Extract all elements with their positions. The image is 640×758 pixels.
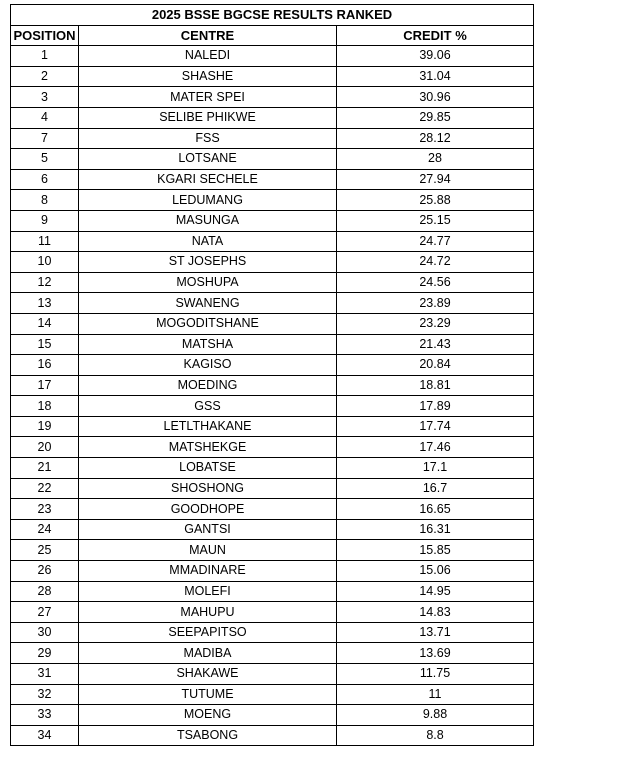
centre-cell: MATSHEKGE [79,437,337,458]
centre-cell: MOENG [79,705,337,726]
centre-cell: MOEDING [79,375,337,396]
position-cell: 28 [11,581,79,602]
credit-cell: 18.81 [337,375,534,396]
credit-cell: 28 [337,149,534,170]
position-cell: 16 [11,355,79,376]
table-row [11,540,534,561]
centre-cell: MAUN [79,540,337,561]
centre-cell: SHASHE [79,66,337,87]
position-cell: 29 [11,643,79,664]
table-row [11,46,534,67]
centre-cell: NATA [79,231,337,252]
credit-cell: 17.74 [337,416,534,437]
position-cell: 15 [11,334,79,355]
table-title: 2025 BSSE BGCSE RESULTS RANKED [11,5,534,26]
position-cell: 19 [11,416,79,437]
table-row [11,149,534,170]
centre-cell: LEDUMANG [79,190,337,211]
centre-header: CENTRE [79,25,337,46]
centre-cell: KAGISO [79,355,337,376]
centre-cell: MOGODITSHANE [79,313,337,334]
centre-cell: TUTUME [79,684,337,705]
centre-cell: NALEDI [79,46,337,67]
position-cell: 3 [11,87,79,108]
centre-cell: MMADINARE [79,561,337,582]
table-row [11,396,534,417]
credit-cell: 24.77 [337,231,534,252]
position-cell: 30 [11,622,79,643]
centre-cell: MOLEFI [79,581,337,602]
table-row [11,499,534,520]
position-cell: 20 [11,437,79,458]
table-row [11,664,534,685]
table-row [11,107,534,128]
table-row [11,252,534,273]
table-row [11,561,534,582]
table-row [11,458,534,479]
table-row [11,684,534,705]
credit-cell: 20.84 [337,355,534,376]
position-cell: 8 [11,190,79,211]
table-row [11,478,534,499]
credit-cell: 17.89 [337,396,534,417]
centre-cell: MASUNGA [79,210,337,231]
table-row [11,581,534,602]
credit-cell: 13.71 [337,622,534,643]
credit-cell: 28.12 [337,128,534,149]
position-cell: 25 [11,540,79,561]
credit-cell: 29.85 [337,107,534,128]
credit-cell: 39.06 [337,46,534,67]
credit-cell: 24.72 [337,252,534,273]
centre-cell: MOSHUPA [79,272,337,293]
table-row [11,334,534,355]
credit-cell: 14.95 [337,581,534,602]
credit-cell: 15.85 [337,540,534,561]
centre-cell: SHAKAWE [79,664,337,685]
position-cell: 23 [11,499,79,520]
centre-cell: FSS [79,128,337,149]
credit-header: CREDIT % [337,25,534,46]
credit-cell: 23.29 [337,313,534,334]
table-row [11,313,534,334]
header-row [11,25,534,46]
table-row [11,210,534,231]
table-row [11,705,534,726]
centre-cell: LOBATSE [79,458,337,479]
credit-cell: 25.88 [337,190,534,211]
credit-cell: 27.94 [337,169,534,190]
position-cell: 32 [11,684,79,705]
centre-cell: MADIBA [79,643,337,664]
centre-cell: LOTSANE [79,149,337,170]
table-row [11,622,534,643]
credit-cell: 17.46 [337,437,534,458]
credit-cell: 16.31 [337,519,534,540]
position-cell: 1 [11,46,79,67]
credit-cell: 11 [337,684,534,705]
position-cell: 4 [11,107,79,128]
centre-cell: GSS [79,396,337,417]
table-body [11,46,534,746]
table-row [11,272,534,293]
position-cell: 13 [11,293,79,314]
table-row [11,416,534,437]
credit-cell: 30.96 [337,87,534,108]
position-cell: 17 [11,375,79,396]
centre-cell: MATER SPEI [79,87,337,108]
table-row [11,87,534,108]
credit-cell: 25.15 [337,210,534,231]
table-row [11,643,534,664]
table-row [11,375,534,396]
position-cell: 12 [11,272,79,293]
credit-cell: 15.06 [337,561,534,582]
position-cell: 6 [11,169,79,190]
position-cell: 7 [11,128,79,149]
centre-cell: GOODHOPE [79,499,337,520]
position-cell: 11 [11,231,79,252]
credit-cell: 31.04 [337,66,534,87]
credit-cell: 17.1 [337,458,534,479]
centre-cell: KGARI SECHELE [79,169,337,190]
position-cell: 24 [11,519,79,540]
position-cell: 18 [11,396,79,417]
table-row [11,725,534,746]
position-cell: 34 [11,725,79,746]
table-row [11,231,534,252]
centre-cell: MAHUPU [79,602,337,623]
position-cell: 10 [11,252,79,273]
credit-cell: 16.65 [337,499,534,520]
results-table [10,4,534,746]
centre-cell: SEEPAPITSO [79,622,337,643]
position-cell: 27 [11,602,79,623]
table-row [11,355,534,376]
credit-cell: 23.89 [337,293,534,314]
table-row [11,519,534,540]
centre-cell: SHOSHONG [79,478,337,499]
position-cell: 2 [11,66,79,87]
credit-cell: 13.69 [337,643,534,664]
table-row [11,169,534,190]
position-cell: 9 [11,210,79,231]
table-row [11,437,534,458]
credit-cell: 8.8 [337,725,534,746]
position-cell: 5 [11,149,79,170]
position-cell: 26 [11,561,79,582]
centre-cell: GANTSI [79,519,337,540]
centre-cell: SWANENG [79,293,337,314]
credit-cell: 9.88 [337,705,534,726]
credit-cell: 16.7 [337,478,534,499]
position-cell: 14 [11,313,79,334]
centre-cell: TSABONG [79,725,337,746]
position-cell: 22 [11,478,79,499]
credit-cell: 21.43 [337,334,534,355]
table-row [11,128,534,149]
position-header: POSITION [11,25,79,46]
position-cell: 33 [11,705,79,726]
credit-cell: 14.83 [337,602,534,623]
credit-cell: 24.56 [337,272,534,293]
centre-cell: ST JOSEPHS [79,252,337,273]
table-row [11,66,534,87]
position-cell: 21 [11,458,79,479]
title-row [11,5,534,26]
table-row [11,190,534,211]
table-row [11,602,534,623]
centre-cell: LETLTHAKANE [79,416,337,437]
credit-cell: 11.75 [337,664,534,685]
centre-cell: MATSHA [79,334,337,355]
centre-cell: SELIBE PHIKWE [79,107,337,128]
table-row [11,293,534,314]
position-cell: 31 [11,664,79,685]
